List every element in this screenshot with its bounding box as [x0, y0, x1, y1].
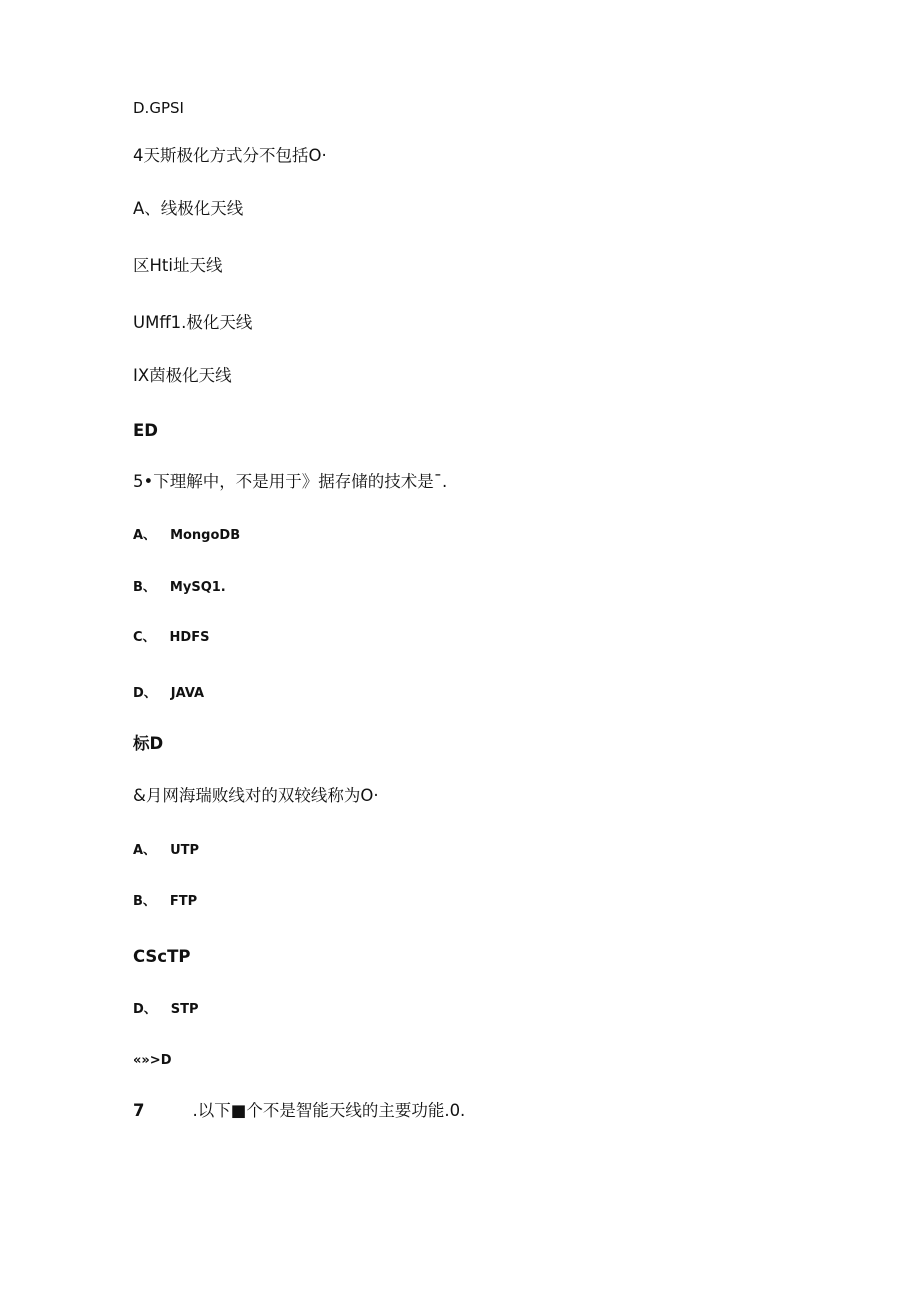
option-text: HDFS [169, 630, 210, 645]
question-text: .以下■个不是智能天线的主要功能.0. [192, 1101, 466, 1120]
q5-option-c [133, 631, 209, 644]
q4-option-b: 区Hti址天线 [133, 256, 223, 275]
option-label: D、 [133, 1002, 157, 1017]
q5-option-d [133, 687, 204, 700]
question-7 [133, 1103, 465, 1120]
option-text: MongoDB [170, 528, 241, 543]
q4-option-c: UMff1.极化天线 [133, 313, 253, 332]
q6-answer: «»>D [133, 1053, 172, 1068]
option-label: A、 [133, 528, 157, 543]
q5-option-b [133, 581, 226, 594]
question-number: 7 [133, 1101, 145, 1120]
q6-option-a [133, 844, 199, 857]
option-d-gpsi: D.GPSI [133, 99, 184, 117]
q6-option-b [133, 895, 197, 908]
option-text: UTP [170, 843, 200, 858]
q6-option-c: CScTP [133, 947, 191, 966]
option-label: B、 [133, 580, 156, 595]
q4-option-d: IX茵极化天线 [133, 366, 232, 385]
q5-answer: 标D [133, 734, 164, 753]
q5-option-a [133, 529, 240, 542]
question-6: &月网海瑞败线对的双较线称为O· [133, 786, 379, 805]
question-5: 5•下理解中，不是用于》据存储的技术是¯. [133, 472, 448, 491]
option-label: B、 [133, 894, 156, 909]
question-4: 4天斯极化方式分不包括O· [133, 146, 327, 165]
option-label: A、 [133, 843, 157, 858]
q4-option-a: A、线极化天线 [133, 199, 244, 218]
option-label: D、 [133, 686, 157, 701]
option-text: STP [170, 1002, 199, 1017]
option-text: JAVA [170, 686, 205, 701]
q4-answer: ED [133, 421, 158, 440]
q6-option-d [133, 1003, 199, 1016]
option-text: MySQ1. [169, 580, 226, 595]
option-label: C、 [133, 630, 156, 645]
option-text: FTP [169, 894, 198, 909]
